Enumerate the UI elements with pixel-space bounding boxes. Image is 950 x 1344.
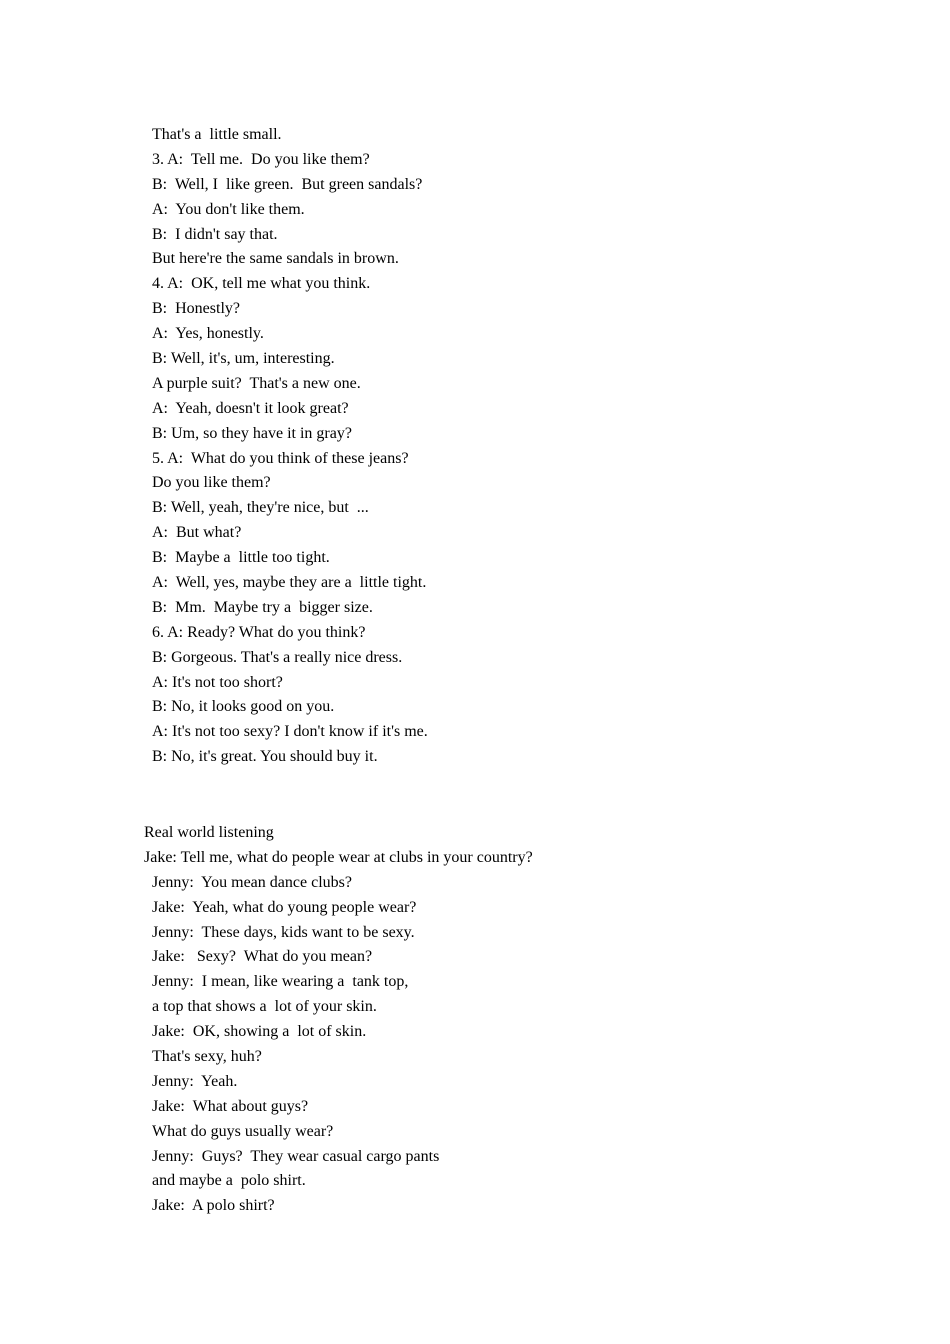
dialogue-line: That's a little small. (152, 126, 282, 143)
dialogue-line: B: No, it looks good on you. (152, 698, 335, 716)
dialogue-line: A: Yeah, doesn't it look great? (152, 399, 349, 417)
dialogue-line: B: Gorgeous. That's a really nice dress. (152, 648, 403, 666)
dialogue-line: But here're the same sandals in brown. (152, 250, 399, 268)
listening-line: Jenny: Yeah. (152, 1072, 238, 1090)
dialogue-line: B: Um, so they have it in gray? (152, 424, 352, 442)
listening-line: a top that shows a lot of your skin. (152, 998, 377, 1016)
dialogue-line: B: Well, yeah, they're nice, but ... (152, 499, 369, 517)
real-world-listening-section (144, 821, 533, 1219)
listening-line: Jake: What about guys? (152, 1097, 309, 1115)
listening-line: That's sexy, huh? (152, 1048, 262, 1066)
listening-line: Jake: Yeah, what do young people wear? (152, 898, 417, 916)
section-heading: Real world listening (144, 824, 274, 841)
listening-line: Jenny: I mean, like wearing a tank top, (152, 973, 409, 991)
listening-line: Jenny: Guys? They wear casual cargo pants (152, 1147, 440, 1165)
listening-line: Jake: Tell me, what do people wear at clubs in your country? (144, 848, 533, 866)
dialogue-line: A: Yes, honestly. (152, 325, 264, 343)
listening-line: Jenny: You mean dance clubs? (152, 873, 352, 891)
dialogue-line: A: It's not too short? (152, 673, 283, 691)
dialogue-line: B: No, it's great. You should buy it. (152, 748, 378, 766)
dialogue-line: 4. A: OK, tell me what you think. (152, 275, 371, 293)
dialogue-line: Do you like them? (152, 474, 271, 492)
listening-line: Jake: Sexy? What do you mean? (152, 948, 373, 966)
dialogue-line: B: Well, I like green. But green sandals? (152, 175, 423, 193)
listening-line: What do guys usually wear? (152, 1122, 334, 1140)
dialogue-line: 6. A: Ready? What do you think? (152, 623, 366, 641)
dialogue-line: B: Honestly? (152, 300, 240, 318)
dialogue-line: A: But what? (152, 524, 242, 542)
listening-line: Jake: A polo shirt? (152, 1197, 275, 1215)
dialogue-line: A purple suit? That's a new one. (152, 374, 361, 392)
dialogue-line: B: Well, it's, um, interesting. (152, 350, 335, 368)
dialogue-section (152, 123, 428, 770)
dialogue-line: 5. A: What do you think of these jeans? (152, 449, 409, 467)
listening-line: Jenny: These days, kids want to be sexy. (152, 923, 415, 941)
dialogue-line: B: Maybe a little too tight. (152, 549, 330, 567)
dialogue-line: B: I didn't say that. (152, 225, 278, 243)
dialogue-line: A: It's not too sexy? I don't know if it's me. (152, 723, 428, 741)
listening-line: Jake: OK, showing a lot of skin. (152, 1023, 367, 1041)
dialogue-line: B: Mm. Maybe try a bigger size. (152, 598, 373, 616)
listening-line: and maybe a polo shirt. (152, 1172, 306, 1190)
dialogue-line: A: You don't like them. (152, 200, 305, 218)
dialogue-line: 3. A: Tell me. Do you like them? (152, 150, 370, 168)
dialogue-line: A: Well, yes, maybe they are a little tight. (152, 574, 427, 592)
